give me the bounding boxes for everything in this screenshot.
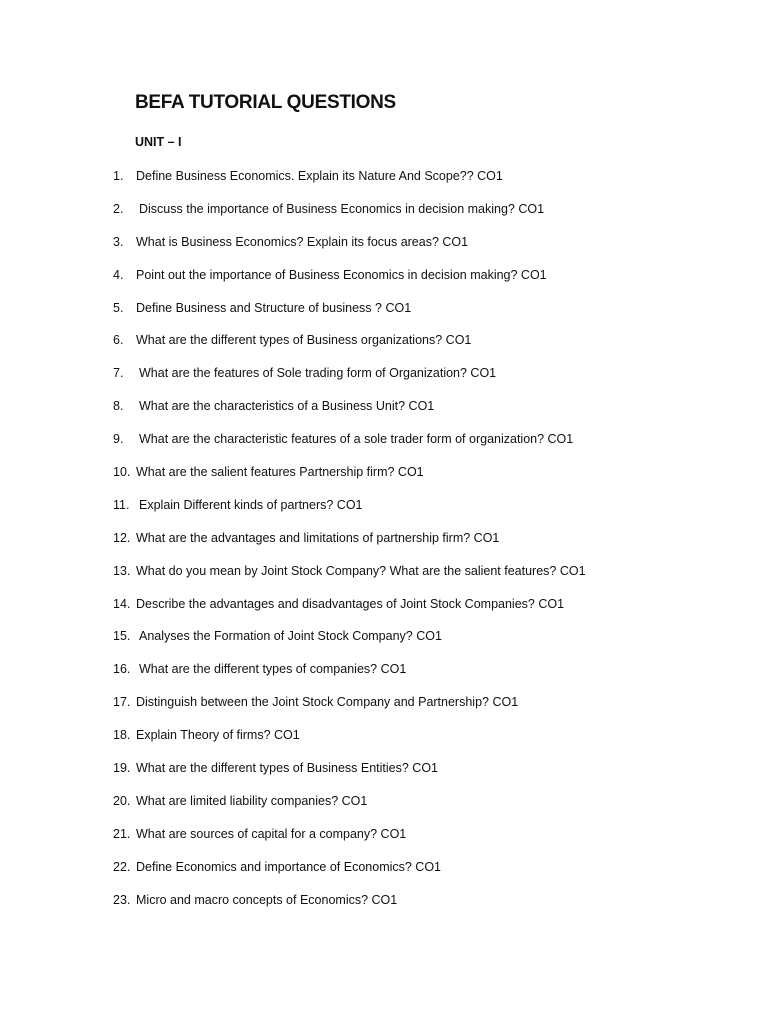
question-number: 9. [113,432,124,447]
question-item [0,199,768,232]
question-item [0,594,768,627]
question-item [0,725,768,758]
question-list [0,166,768,922]
question-item [0,692,768,725]
question-item [0,166,768,199]
question-item [0,363,768,396]
question-text: What is Business Economics? Explain its focus areas? CO1 [136,234,469,249]
question-item [0,659,768,692]
question-text: What are the characteristics of a Business Unit? CO1 [139,399,435,414]
question-text: What are the characteristic features of a sole trader form of organization? CO1 [139,432,574,447]
question-text: Discuss the importance of Business Economics in decision making? CO1 [139,201,545,216]
question-number: 18. [113,728,131,743]
question-number: 17. [113,695,131,710]
question-item [0,857,768,890]
question-text: Explain Theory of firms? CO1 [136,728,300,743]
question-number: 8. [113,399,124,414]
question-text: Define Business Economics. Explain its Nature And Scope?? CO1 [136,169,503,183]
question-number: 22. [113,859,131,874]
question-item [0,330,768,363]
question-text: What are the different types of Business Entities? CO1 [136,761,439,776]
question-text: What are the advantages and limitations of partnership firm? CO1 [136,530,500,545]
question-item [0,495,768,528]
question-number: 23. [113,892,131,907]
question-number: 15. [113,629,131,644]
question-number: 6. [113,333,124,348]
question-item [0,626,768,659]
question-number: 20. [113,793,131,808]
question-text: Explain Different kinds of partners? CO1 [139,497,363,512]
question-text: What are the salient features Partnership firm? CO1 [136,465,424,480]
question-number: 4. [113,267,124,282]
question-item [0,791,768,824]
question-text: What are the features of Sole trading form of Organization? CO1 [139,366,497,381]
question-text: What are limited liability companies? CO1 [136,793,368,808]
question-item [0,758,768,791]
question-item [0,824,768,857]
question-text: What are sources of capital for a company? CO1 [136,826,407,841]
question-number: 7. [113,366,124,381]
question-number: 16. [113,662,131,677]
document-title: BEFA TUTORIAL QUESTIONS [135,92,396,113]
question-number: 21. [113,826,131,841]
question-text: Define Economics and importance of Economics? CO1 [136,859,442,874]
question-item [0,298,768,331]
question-text: What do you mean by Joint Stock Company? What are the salient features? CO1 [136,563,586,578]
question-text: What are the different types of Business organizations? CO1 [136,333,472,348]
question-text: Analyses the Formation of Joint Stock Company? CO1 [139,629,442,644]
question-item [0,462,768,495]
question-item [0,265,768,298]
question-text: Describe the advantages and disadvantages of Joint Stock Companies? CO1 [136,596,565,611]
question-number: 11. [113,497,130,512]
question-number: 1. [113,169,124,183]
question-number: 10. [113,465,131,480]
question-number: 3. [113,234,124,249]
question-item [0,396,768,429]
question-text: What are the different types of companies? CO1 [139,662,407,677]
question-text: Distinguish between the Joint Stock Company and Partnership? CO1 [136,695,519,710]
question-number: 13. [113,563,131,578]
question-number: 19. [113,761,131,776]
question-item [0,429,768,462]
question-number: 2. [113,201,124,216]
question-text: Define Business and Structure of business ? CO1 [136,300,412,315]
unit-heading: UNIT – I [135,135,182,149]
question-number: 14. [113,596,131,611]
question-item [0,890,768,923]
question-number: 5. [113,300,124,315]
question-text: Point out the importance of Business Economics in decision making? CO1 [136,267,547,282]
question-text: Micro and macro concepts of Economics? CO1 [136,892,398,907]
question-item [0,232,768,265]
question-number: 12. [113,530,131,545]
question-item [0,561,768,594]
question-item [0,528,768,561]
